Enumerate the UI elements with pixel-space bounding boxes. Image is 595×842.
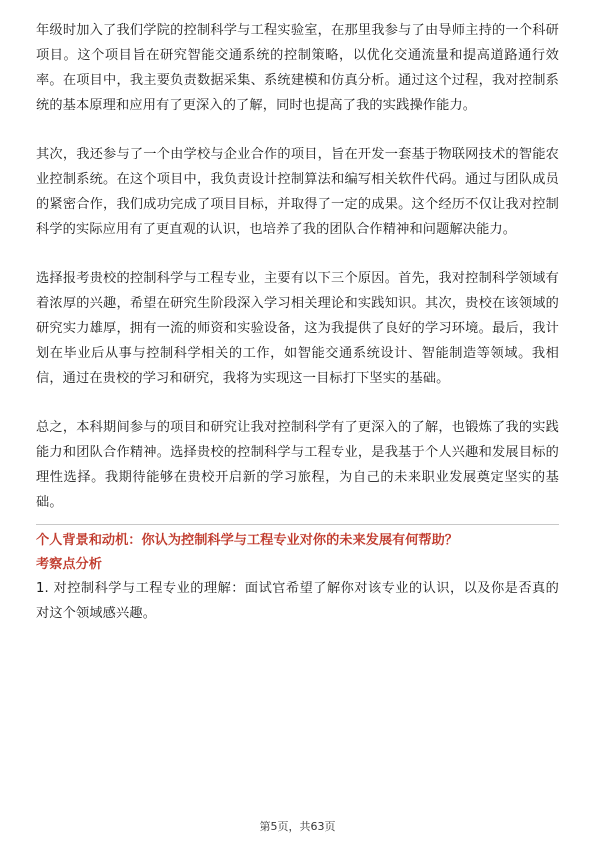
body-paragraph-3: 选择报考贵校的控制科学与工程专业，主要有以下三个原因。首先，我对控制科学领域有着浓厚的兴趣，希望在研究生阶段深入学习相关理论和实践知识。其次，贵校在该领域的研究实力雄厚，拥有一流的师资和实验设备，这为我提供了良好的学习环境。最后，我计划在毕业后从事与控制科学相关的工作，如智能交通系统设计、智能制造等领域。我相信，通过在贵校的学习和研究，我将为实现这一目标打下坚实的基础。	[36, 271, 559, 386]
body-paragraph-1: 年级时加入了我们学院的控制科学与工程实验室，在那里我参与了由导师主持的一个科研项目。这个项目旨在研究智能交通系统的控制策略，以优化交通流量和提高道路通行效率。在项目中，我主要负责数据采集、系统建模和仿真分析。通过这个过程，我对控制系统的基本原理和应用有了更深入的了解，同时也提高了我的实践操作能力。	[36, 23, 559, 113]
paragraph-gap	[36, 391, 559, 415]
section-divider	[36, 524, 559, 525]
document-page	[36, 18, 559, 626]
paragraph-gap	[36, 118, 559, 142]
body-paragraph-2: 其次，我还参与了一个由学校与企业合作的项目，旨在开发一套基于物联网技术的智能农业控制系统。在这个项目中，我负责设计控制算法和编写相关软件代码。通过与团队成员的紧密合作，我们成功完成了项目目标，并取得了一定的成果。这个经历不仅让我对控制科学的实际应用有了更直观的认识，也培养了我的团队合作精神和问题解决能力。	[36, 147, 559, 237]
page-footer: 第5页，共63页	[259, 820, 336, 833]
body-paragraph-4: 总之，本科期间参与的项目和研究让我对控制科学有了更深入的了解，也锻炼了我的实践能力和团队合作精神。选择贵校的控制科学与工程专业，是我基于个人兴趣和发展目标的理性选择。我期待能够在贵校开启新的学习旅程，为自己的未来职业发展奠定坚实的基础。	[36, 420, 559, 510]
paragraph-gap	[36, 242, 559, 266]
analysis-label: 考察点分析	[36, 557, 102, 572]
analysis-item: 1. 对控制科学与工程专业的理解：面试官希望了解你对该专业的认识，以及你是否真的对这个领域感兴趣。	[36, 581, 559, 621]
question-heading: 个人背景和动机：你认为控制科学与工程专业对你的未来发展有何帮助？	[36, 533, 458, 548]
